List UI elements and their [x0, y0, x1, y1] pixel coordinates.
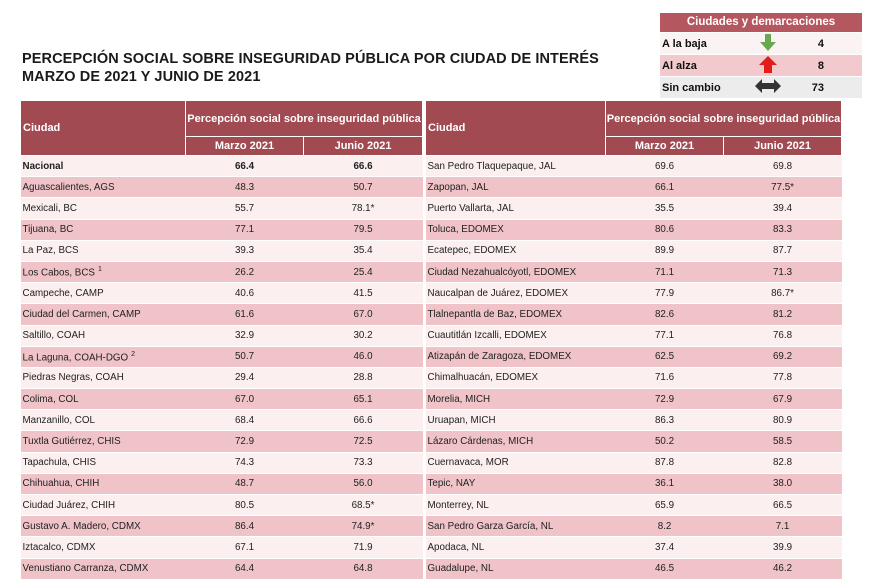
cell-march: 67.0 [186, 389, 304, 410]
cell-march: 77.9 [606, 283, 724, 304]
cell-march: 62.5 [606, 346, 724, 367]
cell-march: 74.3 [186, 452, 304, 473]
cell-march: 50.2 [606, 431, 724, 452]
cell-march: 72.9 [186, 431, 304, 452]
city-name: San Pedro Garza García, NL [427, 520, 554, 532]
table-row [21, 367, 423, 388]
table-row [21, 452, 423, 473]
city-name: Nacional [22, 160, 64, 172]
table-row [21, 473, 423, 494]
cell-city [426, 177, 606, 198]
city-name: Gustavo A. Madero, CDMX [22, 520, 141, 532]
cell-city [21, 516, 186, 537]
cell-june: 50.7 [304, 177, 423, 198]
city-name: Cuernavaca, MOR [427, 457, 509, 469]
change-legend [660, 13, 862, 98]
cell-city [426, 558, 606, 579]
table-row [21, 240, 423, 261]
cell-june: 65.1 [304, 389, 423, 410]
city-name: Mexicali, BC [22, 202, 77, 214]
legend-row-up [660, 54, 862, 76]
table-right [425, 100, 842, 580]
cell-city [21, 389, 186, 410]
down-arrow-icon [742, 34, 794, 54]
table-row [426, 516, 842, 537]
table-row [426, 389, 842, 410]
left-right-arrow-icon [742, 79, 794, 96]
city-name: Iztacalco, CDMX [22, 541, 96, 553]
cell-city [426, 473, 606, 494]
table-row [426, 177, 842, 198]
cell-march: 46.5 [606, 558, 724, 579]
cell-city [21, 367, 186, 388]
legend-label: Sin cambio [662, 81, 721, 94]
table-row [21, 431, 423, 452]
city-name: Tepic, NAY [427, 478, 476, 490]
cell-june: 78.1* [304, 198, 423, 219]
cell-march: 40.6 [186, 283, 304, 304]
cell-june: 25.4 [304, 261, 423, 282]
table-row [21, 177, 423, 198]
city-name: Chimalhuacán, EDOMEX [427, 372, 539, 384]
city-name: La Paz, BCS [22, 245, 79, 257]
cell-city [21, 473, 186, 494]
cell-june: 68.5* [304, 495, 423, 516]
cell-city [426, 537, 606, 558]
title-line-1: PERCEPCIÓN SOCIAL SOBRE INSEGURIDAD PÚBLICA POR CIUDAD DE INTERÉS [22, 51, 599, 67]
cell-city [21, 431, 186, 452]
cell-march: 61.6 [186, 304, 304, 325]
cell-city [21, 410, 186, 431]
legend-heading: Ciudades y demarcaciones [660, 13, 862, 32]
table-row [426, 473, 842, 494]
table-row [426, 558, 842, 579]
table-left [20, 100, 423, 580]
up-arrow-icon [742, 56, 794, 76]
legend-row-down [660, 32, 862, 54]
table-row [21, 325, 423, 346]
cell-june: 46.0 [304, 346, 423, 367]
table-row [21, 198, 423, 219]
cell-city [426, 452, 606, 473]
table-row [21, 304, 423, 325]
cell-june: 66.5 [724, 495, 842, 516]
legend-count: 73 [811, 81, 824, 94]
city-name: Venustiano Carranza, CDMX [22, 563, 149, 575]
cell-city [426, 198, 606, 219]
cell-march: 77.1 [606, 325, 724, 346]
cell-june: 72.5 [304, 431, 423, 452]
table-row [21, 219, 423, 240]
cell-june: 69.2 [724, 346, 842, 367]
cell-june: 56.0 [304, 473, 423, 494]
cell-march: 55.7 [186, 198, 304, 219]
cell-june: 46.2 [724, 558, 842, 579]
cell-june: 35.4 [304, 240, 423, 261]
city-name: Ecatepec, EDOMEX [427, 245, 517, 257]
column-header-city: Ciudad [426, 101, 606, 156]
city-name: Zapopan, JAL [427, 181, 489, 193]
cell-city [21, 346, 186, 367]
table-row [426, 283, 842, 304]
cell-city [426, 495, 606, 516]
cell-march: 71.1 [606, 261, 724, 282]
cell-march: 32.9 [186, 325, 304, 346]
column-header-city: Ciudad [21, 101, 186, 156]
legend-count: 8 [817, 59, 824, 72]
cell-city [21, 198, 186, 219]
column-header-group: Percepción social sobre inseguridad pública [606, 101, 842, 137]
cell-june: 87.7 [724, 240, 842, 261]
cell-june: 77.8 [724, 367, 842, 388]
table-row [21, 495, 423, 516]
column-header-march: Marzo 2021 [606, 137, 724, 156]
table-row [21, 346, 423, 367]
cell-june: 86.7* [724, 283, 842, 304]
cell-city [426, 410, 606, 431]
cell-march: 68.4 [186, 410, 304, 431]
cell-june: 73.3 [304, 452, 423, 473]
city-name: Tlalnepantla de Baz, EDOMEX [427, 308, 563, 320]
cell-city [21, 261, 186, 282]
cell-march: 8.2 [606, 516, 724, 537]
city-name: Atizapán de Zaragoza, EDOMEX [427, 351, 572, 363]
cell-march: 69.6 [606, 156, 724, 177]
cell-march: 64.4 [186, 558, 304, 579]
cell-june: 79.5 [304, 219, 423, 240]
table-row [426, 537, 842, 558]
cell-june: 77.5* [724, 177, 842, 198]
cell-march: 87.8 [606, 452, 724, 473]
city-name: Los Cabos, BCS [22, 267, 95, 279]
cell-june: 82.8 [724, 452, 842, 473]
cell-city [21, 558, 186, 579]
city-name: Piedras Negras, COAH [22, 372, 124, 384]
cell-june: 28.8 [304, 367, 423, 388]
cell-city [21, 452, 186, 473]
cell-march: 89.9 [606, 240, 724, 261]
table-row [426, 325, 842, 346]
city-name: Colima, COL [22, 393, 79, 405]
city-name: Guadalupe, NL [427, 563, 494, 575]
cell-march: 72.9 [606, 389, 724, 410]
city-name: Apodaca, NL [427, 541, 485, 553]
cell-city [21, 495, 186, 516]
cell-march: 35.5 [606, 198, 724, 219]
city-name: Tapachula, CHIS [22, 457, 97, 469]
city-name: Cuautitlán Izcalli, EDOMEX [427, 330, 547, 342]
table-row [21, 558, 423, 579]
cell-city [426, 325, 606, 346]
table-row [426, 367, 842, 388]
cell-march: 48.7 [186, 473, 304, 494]
cell-city [426, 304, 606, 325]
cell-city [21, 156, 186, 177]
city-name: Chihuahua, CHIH [22, 478, 100, 490]
cell-june: 7.1 [724, 516, 842, 537]
column-header-group: Percepción social sobre inseguridad pública [186, 101, 423, 137]
cell-june: 71.9 [304, 537, 423, 558]
cell-june: 69.8 [724, 156, 842, 177]
cell-city [426, 219, 606, 240]
legend-label: Al alza [662, 59, 697, 72]
cell-march: 36.1 [606, 473, 724, 494]
city-name: Aguascalientes, AGS [22, 181, 115, 193]
cell-march: 65.9 [606, 495, 724, 516]
footnote-marker: 1 [97, 265, 102, 273]
table-row [426, 156, 842, 177]
cell-june: 71.3 [724, 261, 842, 282]
cell-march: 80.6 [606, 219, 724, 240]
table-row [426, 452, 842, 473]
cell-city [426, 156, 606, 177]
city-name: Uruapan, MICH [427, 414, 496, 426]
cell-march: 86.4 [186, 516, 304, 537]
cell-june: 67.0 [304, 304, 423, 325]
footnote-marker: 2 [131, 350, 136, 358]
cell-city [426, 367, 606, 388]
cell-june: 64.8 [304, 558, 423, 579]
city-name: Saltillo, COAH [22, 330, 86, 342]
table-row [426, 261, 842, 282]
cell-city [21, 304, 186, 325]
cell-city [21, 240, 186, 261]
cell-june: 30.2 [304, 325, 423, 346]
cell-march: 66.4 [186, 156, 304, 177]
column-header-june: Junio 2021 [304, 137, 423, 156]
legend-row-same [660, 76, 862, 98]
cell-march: 39.3 [186, 240, 304, 261]
cell-march: 80.5 [186, 495, 304, 516]
cell-city [21, 283, 186, 304]
city-name: Ciudad Juárez, CHIH [22, 499, 116, 511]
cell-june: 58.5 [724, 431, 842, 452]
cell-city [426, 283, 606, 304]
cell-march: 37.4 [606, 537, 724, 558]
table-row [21, 410, 423, 431]
cell-city [426, 240, 606, 261]
cell-june: 67.9 [724, 389, 842, 410]
cell-city [21, 325, 186, 346]
table-row [21, 283, 423, 304]
cell-city [426, 516, 606, 537]
table-row [21, 156, 423, 177]
city-name: Ciudad del Carmen, CAMP [22, 308, 141, 320]
column-header-june: Junio 2021 [724, 137, 842, 156]
cell-city [426, 389, 606, 410]
city-name: Puerto Vallarta, JAL [427, 202, 514, 214]
cell-june: 81.2 [724, 304, 842, 325]
cell-city [21, 177, 186, 198]
table-row [426, 198, 842, 219]
city-name: Lázaro Cárdenas, MICH [427, 436, 534, 448]
cell-march: 29.4 [186, 367, 304, 388]
cell-city [426, 346, 606, 367]
table-row [426, 219, 842, 240]
city-name: Monterrey, NL [427, 499, 489, 511]
table-row [426, 346, 842, 367]
table-row [426, 431, 842, 452]
cell-june: 38.0 [724, 473, 842, 494]
table-row [426, 304, 842, 325]
title-line-2: MARZO DE 2021 Y JUNIO DE 2021 [22, 69, 261, 85]
cell-march: 48.3 [186, 177, 304, 198]
city-name: La Laguna, COAH-DGO [22, 351, 129, 363]
table-row [426, 240, 842, 261]
column-header-march: Marzo 2021 [186, 137, 304, 156]
perception-table [20, 100, 840, 580]
legend-count: 4 [817, 37, 824, 50]
cell-city [21, 219, 186, 240]
city-name: Campeche, CAMP [22, 287, 104, 299]
cell-june: 76.8 [724, 325, 842, 346]
cell-june: 74.9* [304, 516, 423, 537]
cell-june: 41.5 [304, 283, 423, 304]
cell-june: 39.9 [724, 537, 842, 558]
city-name: Manzanillo, COL [22, 414, 95, 426]
cell-june: 39.4 [724, 198, 842, 219]
table-row [21, 516, 423, 537]
cell-march: 82.6 [606, 304, 724, 325]
city-name: Tijuana, BC [22, 224, 74, 236]
city-name: San Pedro Tlaquepaque, JAL [427, 160, 556, 172]
cell-march: 66.1 [606, 177, 724, 198]
city-name: Toluca, EDOMEX [427, 224, 504, 236]
table-row [21, 537, 423, 558]
cell-march: 71.6 [606, 367, 724, 388]
cell-city [21, 537, 186, 558]
cell-city [426, 261, 606, 282]
cell-march: 77.1 [186, 219, 304, 240]
table-row [21, 389, 423, 410]
city-name: Naucalpan de Juárez, EDOMEX [427, 287, 569, 299]
table-row [426, 410, 842, 431]
cell-march: 50.7 [186, 346, 304, 367]
cell-march: 26.2 [186, 261, 304, 282]
city-name: Morelia, MICH [427, 393, 491, 405]
legend-label: A la baja [662, 37, 707, 50]
page-title [22, 50, 599, 86]
cell-june: 66.6 [304, 156, 423, 177]
cell-city [426, 431, 606, 452]
cell-june: 83.3 [724, 219, 842, 240]
table-row [21, 261, 423, 282]
table-row [426, 495, 842, 516]
cell-june: 80.9 [724, 410, 842, 431]
cell-june: 66.6 [304, 410, 423, 431]
city-name: Ciudad Nezahualcóyotl, EDOMEX [427, 266, 577, 278]
cell-march: 67.1 [186, 537, 304, 558]
cell-march: 86.3 [606, 410, 724, 431]
city-name: Tuxtla Gutiérrez, CHIS [22, 436, 121, 448]
